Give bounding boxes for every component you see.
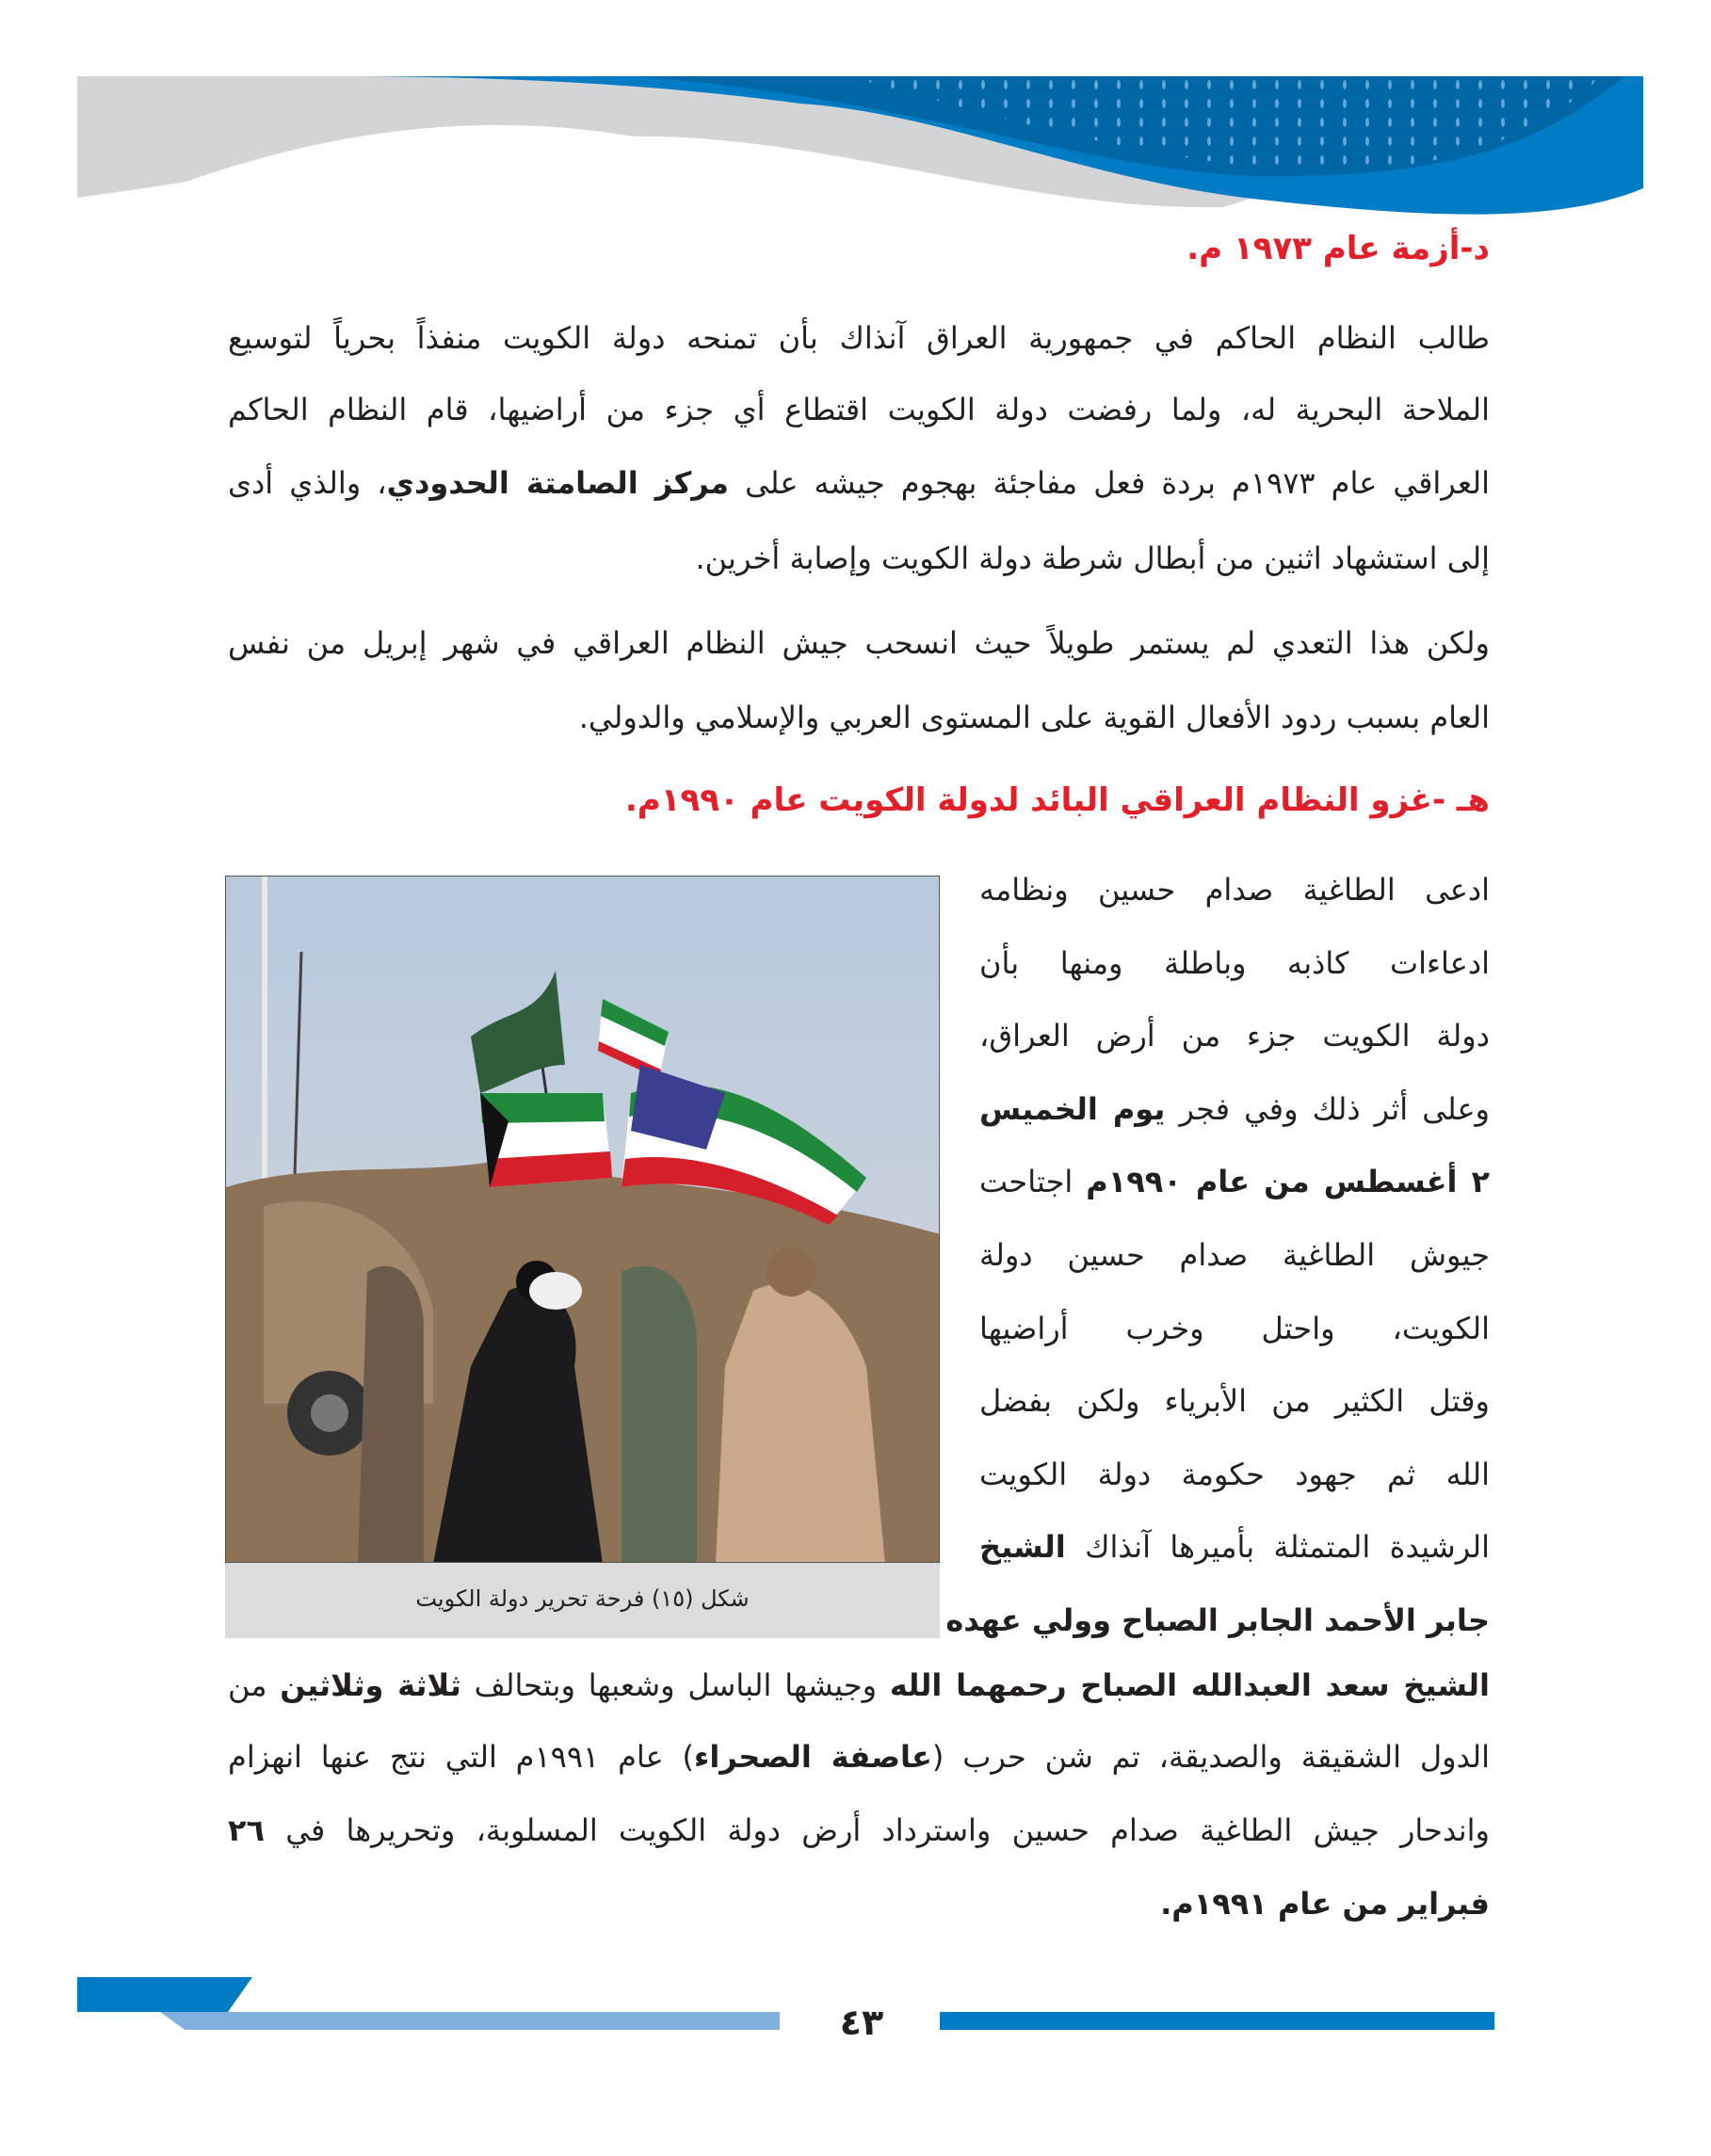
bold-text: جابر الأحمد الجابر الصباح وولي عهده bbox=[945, 1602, 1490, 1638]
text-line bbox=[228, 530, 1490, 587]
text-segment: الرشيدة المتمثلة بأميرها آنذاك bbox=[1065, 1529, 1490, 1566]
text-line bbox=[228, 689, 1490, 746]
liberation-photo bbox=[225, 876, 940, 1563]
text-segment: الله ثم جهود حكومة دولة الكويت bbox=[979, 1456, 1490, 1492]
text-segment: ولكن هذا التعدي لم يستمر طويلاً حيث انسحب جيش النظام العراقي في شهر إبريل من نفس bbox=[228, 625, 1490, 661]
text-segment: من bbox=[228, 1667, 281, 1703]
text-segment: وعلى أثر ذلك وفي فجر bbox=[1165, 1090, 1491, 1127]
text-line bbox=[228, 1729, 1490, 1785]
bold-text: ثلاثة وثلاثين bbox=[280, 1667, 461, 1703]
text-segment: ، والذي أدى bbox=[228, 465, 387, 501]
text-line bbox=[979, 1519, 1490, 1575]
text-segment: اجتاحت bbox=[979, 1164, 1087, 1200]
text-segment: الكويت، واحتل وخرب أراضيها bbox=[979, 1310, 1490, 1346]
text-line bbox=[228, 455, 1490, 511]
text-segment: الدول الشقيقة والصديقة، تم شن حرب ( bbox=[931, 1739, 1491, 1775]
text-segment: الملاحة البحرية له، ولما رفضت دولة الكويت اقتطاع أي جزء من أراضيها، قام النظام الحاكم bbox=[228, 392, 1490, 427]
text-segment: واندحار جيش الطاغية صدام حسين واسترداد أرض دولة الكويت المسلوبة، وتحريرها في bbox=[265, 1812, 1490, 1848]
bold-text: ٢ أغسطس من عام ١٩٩٠م bbox=[1086, 1164, 1490, 1200]
text-line bbox=[979, 1446, 1490, 1503]
text-line bbox=[979, 1007, 1490, 1064]
bold-text: عاصفة الصحراء bbox=[694, 1739, 932, 1775]
bold-text: مركز الصامتة الحدودي bbox=[386, 465, 729, 501]
text-segment: دولة الكويت جزء من أرض العراق، bbox=[979, 1018, 1490, 1054]
bold-text: ٢٦ bbox=[228, 1812, 266, 1848]
text-segment: العراقي عام ١٩٧٣م بردة فعل مفاجئة بهجوم جيشه على bbox=[728, 465, 1491, 501]
footer-blue-block bbox=[77, 1977, 252, 2012]
bold-text: الشيخ bbox=[979, 1529, 1066, 1566]
text-segment: طالب النظام الحاكم في جمهورية العراق آنذاك بأن تمنحه دولة الكويت منفذاً بحرياً لتوسيع bbox=[228, 320, 1490, 356]
text-line bbox=[979, 1081, 1490, 1137]
text-segment: ادعاءات كاذبه وباطلة ومنها بأن bbox=[979, 944, 1490, 981]
text-line bbox=[228, 310, 1490, 366]
text-line bbox=[228, 1657, 1490, 1714]
text-segment: إلى استشهاد اثنين من أبطال شرطة دولة الكويت وإصابة أخرين. bbox=[695, 540, 1490, 576]
text-line bbox=[979, 1153, 1490, 1210]
text-segment: وقتل الكثير من الأبرياء ولكن بفضل bbox=[979, 1383, 1490, 1420]
text-line bbox=[228, 1875, 1490, 1932]
text-line bbox=[228, 615, 1490, 671]
text-line bbox=[979, 1300, 1490, 1357]
bold-text: يوم الخميس bbox=[979, 1090, 1166, 1127]
text-line bbox=[945, 1592, 1490, 1649]
text-segment: العام بسبب ردود الأفعال القوية على المستوى العربي والإسلامي والدولي. bbox=[578, 700, 1490, 735]
section-heading-1973-crisis: د-أزمة عام ١٩٧٣ م. bbox=[1186, 230, 1490, 267]
text-line bbox=[979, 1373, 1490, 1429]
bold-text: فبراير من عام ١٩٩١م. bbox=[1160, 1886, 1490, 1922]
text-line bbox=[228, 381, 1490, 438]
text-line bbox=[979, 935, 1490, 991]
section-heading-1990-invasion: هـ -غزو النظام العراقي البائد لدولة الكويت عام ١٩٩٠م. bbox=[624, 781, 1490, 819]
figure-caption: شكل (١٥) فرحة تحرير دولة الكويت bbox=[225, 1563, 940, 1638]
text-segment: ) عام ١٩٩١م التي نتج عنها انهزام bbox=[228, 1739, 695, 1775]
footer-right-bar bbox=[940, 2012, 1494, 2030]
text-line bbox=[228, 1802, 1490, 1858]
text-line bbox=[979, 1227, 1490, 1283]
footer-left-bar bbox=[160, 2012, 780, 2030]
text-line bbox=[979, 861, 1490, 918]
text-segment: جيوش الطاغية صدام حسين دولة bbox=[979, 1237, 1490, 1273]
bold-text: الشيخ سعد العبدالله الصباح رحمهما الله bbox=[889, 1667, 1491, 1703]
header-wave-banner bbox=[0, 0, 1711, 226]
page-number: ٤٣ bbox=[839, 2002, 884, 2043]
text-segment: وجيشها الباسل وشعبها وبتحالف bbox=[460, 1667, 890, 1703]
text-segment: ادعى الطاغية صدام حسين ونظامه bbox=[979, 872, 1490, 908]
flag-kuwait-1 bbox=[480, 1093, 612, 1187]
